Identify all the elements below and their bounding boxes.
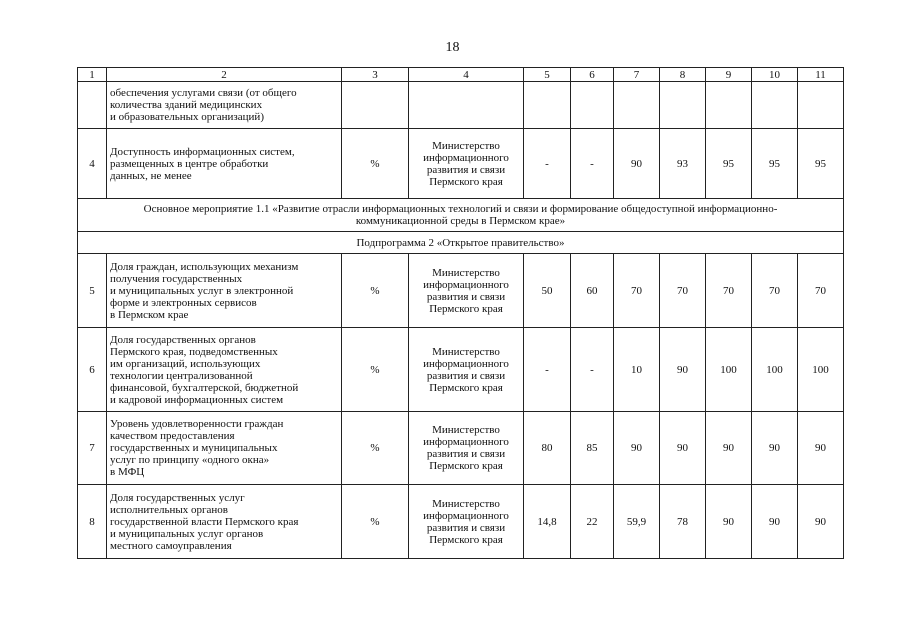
value-cell: 93 — [660, 129, 706, 199]
value-cell — [660, 82, 706, 129]
value-cell: - — [524, 328, 571, 412]
section-title: Подпрограмма 2 «Открытое правительство» — [78, 232, 844, 254]
value-cell: 90 — [752, 485, 798, 559]
value-cell: - — [571, 129, 614, 199]
value-cell: 70 — [614, 254, 660, 328]
column-number: 1 — [78, 68, 107, 82]
table-row — [78, 328, 844, 412]
value-cell — [614, 82, 660, 129]
column-number: 10 — [752, 68, 798, 82]
column-number: 5 — [524, 68, 571, 82]
value-cell: - — [571, 328, 614, 412]
value-cell: 100 — [798, 328, 844, 412]
value-cell: 70 — [706, 254, 752, 328]
column-number: 8 — [660, 68, 706, 82]
value-cell: 60 — [571, 254, 614, 328]
section-row — [78, 232, 844, 254]
value-cell: 85 — [571, 412, 614, 485]
responsible-body: Министерство информационного развития и связи Пермского края — [409, 412, 524, 485]
value-cell — [524, 82, 571, 129]
value-cell: 95 — [752, 129, 798, 199]
value-cell: 90 — [798, 412, 844, 485]
unit: % — [342, 254, 409, 328]
table-row — [78, 82, 844, 129]
value-cell — [571, 82, 614, 129]
column-number: 7 — [614, 68, 660, 82]
row-number: 7 — [78, 412, 107, 485]
table-row — [78, 485, 844, 559]
value-cell — [798, 82, 844, 129]
responsible-body: Министерство информационного развития и связи Пермского края — [409, 129, 524, 199]
section-title: Основное мероприятие 1.1 «Развитие отрасли информационных технологий и связи и формирование общедоступной информационно- коммуникационной среды в Пермском крае» — [78, 199, 844, 232]
value-cell: 78 — [660, 485, 706, 559]
value-cell: 14,8 — [524, 485, 571, 559]
responsible-body: Министерство информационного развития и связи Пермского края — [409, 485, 524, 559]
value-cell: 90 — [614, 129, 660, 199]
responsible-body: Министерство информационного развития и связи Пермского края — [409, 254, 524, 328]
value-cell: 90 — [752, 412, 798, 485]
value-cell: 90 — [660, 412, 706, 485]
row-number: 4 — [78, 129, 107, 199]
value-cell: 50 — [524, 254, 571, 328]
value-cell: 22 — [571, 485, 614, 559]
column-number: 2 — [107, 68, 342, 82]
row-number — [78, 82, 107, 129]
row-number: 8 — [78, 485, 107, 559]
column-number: 11 — [798, 68, 844, 82]
indicator-name: Доля граждан, использующих механизм получения государственных и муниципальных услуг в электронной форме и электронных сервисов в Пермском крае — [107, 254, 342, 328]
value-cell: 70 — [660, 254, 706, 328]
indicator-name: Доступность информационных систем, размещенных в центре обработки данных, не менее — [107, 129, 342, 199]
table-row — [78, 129, 844, 199]
unit: % — [342, 485, 409, 559]
value-cell: 10 — [614, 328, 660, 412]
unit: % — [342, 328, 409, 412]
indicators-table — [77, 67, 844, 559]
unit — [342, 82, 409, 129]
table-row — [78, 412, 844, 485]
indicator-name: обеспечения услугами связи (от общего количества зданий медицинских и образовательных организаций) — [107, 82, 342, 129]
value-cell: 90 — [706, 485, 752, 559]
row-number: 6 — [78, 328, 107, 412]
column-number: 9 — [706, 68, 752, 82]
column-number: 3 — [342, 68, 409, 82]
page-number: 18 — [445, 40, 460, 55]
value-cell: 59,9 — [614, 485, 660, 559]
table-row — [78, 254, 844, 328]
section-row — [78, 199, 844, 232]
value-cell: 90 — [798, 485, 844, 559]
value-cell: 95 — [798, 129, 844, 199]
value-cell: 80 — [524, 412, 571, 485]
indicator-name: Доля государственных органов Пермского края, подведомственных им организаций, использующих технологии централизованной финансовой, бухгалтерской, бюджетной и кадровой информационных систем — [107, 328, 342, 412]
value-cell: 70 — [798, 254, 844, 328]
responsible-body: Министерство информационного развития и связи Пермского края — [409, 328, 524, 412]
unit: % — [342, 129, 409, 199]
value-cell: - — [524, 129, 571, 199]
value-cell: 100 — [752, 328, 798, 412]
row-number: 5 — [78, 254, 107, 328]
value-cell — [752, 82, 798, 129]
value-cell: 95 — [706, 129, 752, 199]
value-cell: 70 — [752, 254, 798, 328]
column-number-row — [78, 68, 844, 82]
value-cell: 90 — [614, 412, 660, 485]
value-cell: 100 — [706, 328, 752, 412]
value-cell — [706, 82, 752, 129]
indicator-name: Уровень удовлетворенности граждан качеством предоставления государственных и муниципальных услуг по принципу «одного окна» в МФЦ — [107, 412, 342, 485]
value-cell: 90 — [706, 412, 752, 485]
responsible-body — [409, 82, 524, 129]
column-number: 4 — [409, 68, 524, 82]
unit: % — [342, 412, 409, 485]
column-number: 6 — [571, 68, 614, 82]
indicator-name: Доля государственных услуг исполнительных органов государственной власти Пермского края и муниципальных услуг органов местного самоуправления — [107, 485, 342, 559]
value-cell: 90 — [660, 328, 706, 412]
